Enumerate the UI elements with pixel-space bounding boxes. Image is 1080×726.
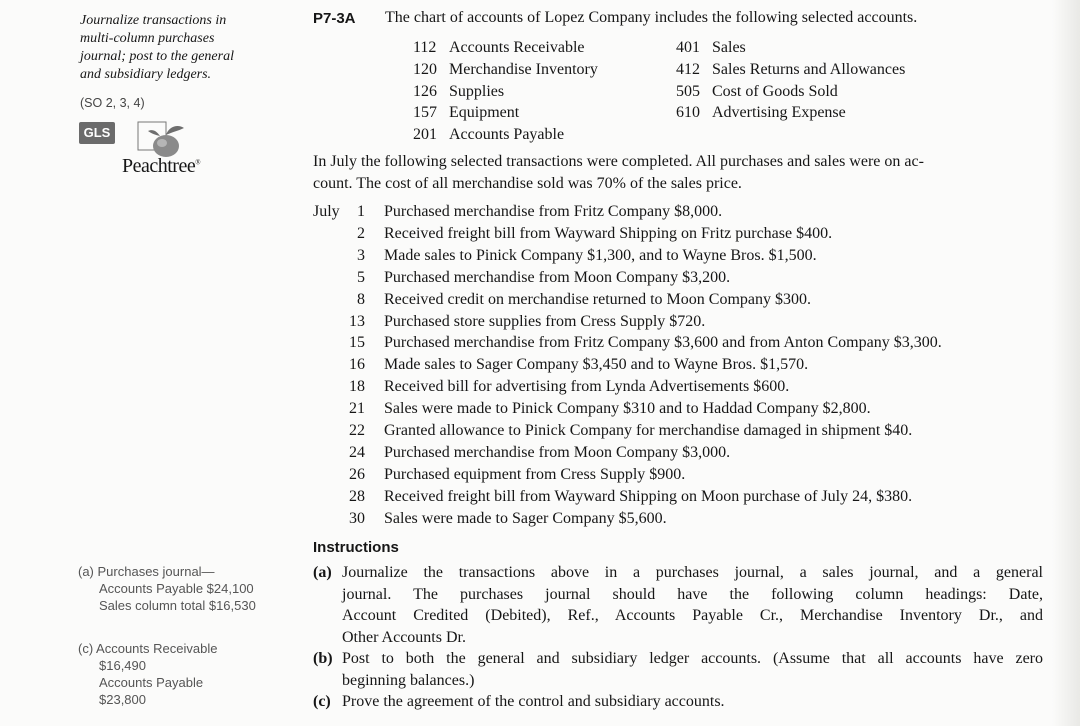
account-row: 610 Advertising Expense bbox=[676, 104, 846, 122]
chart-of-accounts-right bbox=[676, 37, 905, 124]
objective-line: journal; post to the general bbox=[80, 49, 234, 64]
instruction-line: Prove the agreement of the control and subsidiary accounts. bbox=[342, 693, 725, 710]
account-row: 401 Sales bbox=[676, 39, 746, 56]
answer-check-c bbox=[78, 640, 217, 708]
instruction-a bbox=[313, 562, 1043, 648]
learning-objective bbox=[80, 12, 290, 84]
transaction-row: 16 Made sales to Sager Company $3,450 and to Wayne Bros. $1,570. bbox=[349, 356, 809, 374]
instruction-c bbox=[313, 691, 1043, 713]
account-row: 157 Equipment bbox=[413, 104, 520, 122]
answer-label: (a) Purchases journal— bbox=[78, 564, 215, 579]
problem-number: P7-3A bbox=[313, 10, 356, 27]
problem-paragraph bbox=[313, 151, 1043, 195]
paragraph-line: In July the following selected transactions were completed. All purchases and sales were on ac- bbox=[313, 153, 924, 170]
instructions-heading: Instructions bbox=[313, 539, 399, 556]
instruction-line: Other Accounts Dr. bbox=[342, 628, 466, 646]
instruction-line: journal. The purchases journal should have the following column headings: Date, bbox=[342, 585, 1043, 603]
answer-line: $16,490 bbox=[99, 658, 146, 673]
problem-intro: The chart of accounts of Lopez Company includes the following selected accounts. bbox=[385, 9, 918, 26]
transaction-row: 28 Received freight bill from Wayward Shipping on Moon purchase of July 24, $380. bbox=[349, 487, 913, 505]
transaction-row: 30 Sales were made to Sager Company $5,600. bbox=[349, 509, 667, 527]
answer-line: Sales column total $16,530 bbox=[99, 598, 256, 613]
answer-line: Accounts Payable bbox=[99, 675, 204, 690]
transaction-row: 21 Sales were made to Pinick Company $310 and to Haddad Company $2,800. bbox=[349, 400, 871, 418]
transaction-row: 3 Made sales to Pinick Company $1,300, and to Wayne Bros. $1,500. bbox=[357, 246, 817, 264]
objective-line: multi-column purchases bbox=[80, 31, 215, 46]
instruction-line: Account Credited (Debited), Ref., Accounts Payable Cr., Merchandise Inventory Dr., and bbox=[342, 607, 1043, 624]
transaction-row: 5 Purchased merchandise from Moon Company $3,200. bbox=[357, 268, 731, 286]
instruction-label: (c) bbox=[313, 693, 331, 710]
instruction-line: beginning balances.) bbox=[342, 671, 475, 689]
account-row: 201 Accounts Payable bbox=[413, 126, 565, 144]
instruction-label: (b) bbox=[313, 650, 333, 667]
transaction-row: 24 Purchased merchandise from Moon Company $3,000. bbox=[349, 443, 731, 461]
transaction-row: July 1 Purchased merchandise from Fritz Company $8,000. bbox=[313, 201, 942, 223]
chart-of-accounts-left bbox=[413, 37, 598, 146]
transaction-row: 22 Granted allowance to Pinick Company for merchandise damaged in shipment $40. bbox=[349, 422, 913, 440]
answer-label: (c) Accounts Receivable bbox=[78, 641, 218, 656]
transaction-row: 26 Purchased equipment from Cress Supply $900. bbox=[349, 465, 686, 483]
transaction-list bbox=[313, 201, 942, 530]
transaction-row: 13 Purchased store supplies from Cress Supply $720. bbox=[349, 312, 706, 330]
account-row: 412 Sales Returns and Allowances bbox=[676, 60, 906, 78]
instruction-line: Post to both the general and subsidiary ledger accounts. (Assume that all accounts have zero bbox=[342, 650, 1043, 667]
transaction-row: 2 Received freight bill from Wayward Shipping on Fritz purchase $400. bbox=[357, 224, 833, 242]
answer-line: Accounts Payable $24,100 bbox=[99, 581, 254, 596]
transaction-row: 15 Purchased merchandise from Fritz Company $3,600 and from Anton Company $3,300. bbox=[349, 334, 942, 352]
transaction-row: 8 Received credit on merchandise returned to Moon Company $300. bbox=[357, 290, 811, 308]
page-edge-shadow bbox=[1052, 0, 1080, 726]
answer-line: $23,800 bbox=[99, 692, 146, 707]
account-row: 112 Accounts Receivable bbox=[413, 39, 585, 56]
gls-badge: GLS bbox=[79, 122, 115, 144]
instruction-line: Journalize the transactions above in a purchases journal, a sales journal, and a general bbox=[342, 564, 1043, 581]
account-row: 120 Merchandise Inventory bbox=[413, 60, 598, 78]
paragraph-line: count. The cost of all merchandise sold was 70% of the sales price. bbox=[313, 175, 742, 192]
answer-check-a bbox=[78, 563, 256, 614]
peach-icon bbox=[136, 120, 192, 160]
month-label: July bbox=[313, 203, 340, 220]
account-row: 126 Supplies bbox=[413, 82, 505, 100]
instruction-b bbox=[313, 648, 1043, 691]
account-row: 505 Cost of Goods Sold bbox=[676, 82, 838, 100]
transaction-row: 18 Received bill for advertising from Lynda Advertisements $600. bbox=[349, 378, 790, 396]
objective-line: Journalize transactions in bbox=[80, 13, 227, 28]
instruction-label: (a) bbox=[313, 564, 332, 581]
peachtree-logo-text: Peachtree® bbox=[122, 155, 201, 177]
objective-line: and subsidiary ledgers. bbox=[80, 67, 212, 82]
study-objective-ref: (SO 2, 3, 4) bbox=[80, 96, 145, 110]
